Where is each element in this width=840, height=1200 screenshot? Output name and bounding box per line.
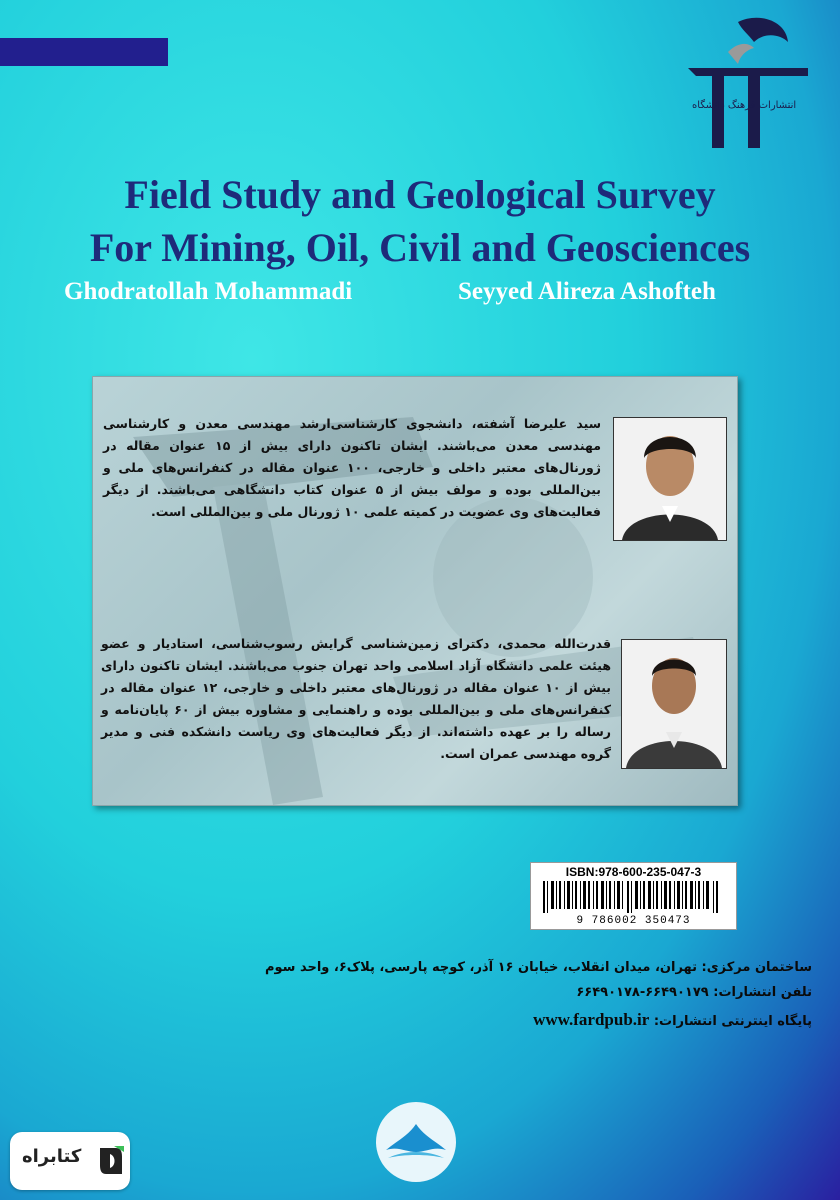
publisher-website-line	[533, 1010, 812, 1030]
author-bio-panel	[92, 376, 738, 806]
publisher-address: ساختمان مرکزی: تهران، میدان انقلاب، خیابان ۱۶ آذر، کوچه پارسی، پلاک۶، واحد سوم	[264, 960, 812, 975]
watermark-text: کتابراه	[22, 1146, 82, 1167]
author-photo-mohammadi	[621, 639, 727, 769]
publisher-logo-text: انتشارات فرهنگ دانشگاه	[692, 100, 797, 111]
website-label: پایگاه اینترنتی انتشارات:	[653, 1014, 812, 1029]
ketabrah-icon	[96, 1144, 126, 1178]
barcode-icon	[543, 881, 723, 913]
bio-mohammadi: قدرت‌الله محمدی، دکترای زمین‌شناسی گرایش رسوب‌شناسی، استادیار و عضو هیئت علمی دانشگاه آزاد اسلامی واحد تهران جنوب می‌باشند. ایشان تاکنون دارای بیش از ۱۰ عنوان مقاله در ژورنال‌های معتبر داخلی و خارجی، ۱۲ عنوان مقاله در کنفرانس‌های ملی و بین‌المللی بوده و راهنمایی و مشاوره بیش از ۶۰ پایان‌نامه و رساله را بر عهده داشته‌اند. از دیگر فعالیت‌های وی ریاست دانشکده فنی و مدیر گروه مهندسی عمران است.	[101, 636, 611, 761]
isbn-digits: 9 786002 350473	[576, 915, 691, 927]
top-accent-bar	[0, 38, 168, 66]
book-title-line2: For Mining, Oil, Civil and Geosciences	[89, 225, 751, 270]
publisher-logo-icon	[668, 12, 818, 152]
author-photo-ashofteh	[613, 417, 727, 541]
ketabrah-watermark[interactable]	[10, 1132, 130, 1190]
isbn-label: ISBN:978-600-235-047-3	[565, 865, 702, 879]
author-1: Ghodratollah Mohammadi	[64, 278, 353, 305]
water-drop-logo-icon	[374, 1100, 458, 1184]
book-title-line1: Field Study and Geological Survey	[124, 172, 716, 217]
author-2: Seyyed Alireza Ashofteh	[458, 278, 716, 305]
isbn-barcode	[530, 862, 737, 930]
publisher-phone: تلفن انتشارات: ۶۶۴۹۰۱۷۹-۶۶۴۹۰۱۷۸	[576, 985, 812, 1000]
bio-ashofteh: سید علیرضا آشفته، دانشجوی کارشناسی‌ارشد مهندسی معدن و کارشناسی مهندسی معدن می‌باشند. ایشان تاکنون دارای بیش از ۱۵ عنوان مقاله در ژورنال‌های معتبر داخلی و خارجی، ۱۰۰ عنوان مقاله در کنفرانس‌های ملی و بین‌المللی بوده و مولف بیش از ۵ عنوان کتاب دانشگاهی می‌باشند. از دیگر فعالیت‌های وی عضویت در کمیته علمی ۱۰ ژورنال ملی و بین‌المللی است.	[103, 416, 601, 519]
website-link[interactable]: www.fardpub.ir	[533, 1010, 650, 1029]
